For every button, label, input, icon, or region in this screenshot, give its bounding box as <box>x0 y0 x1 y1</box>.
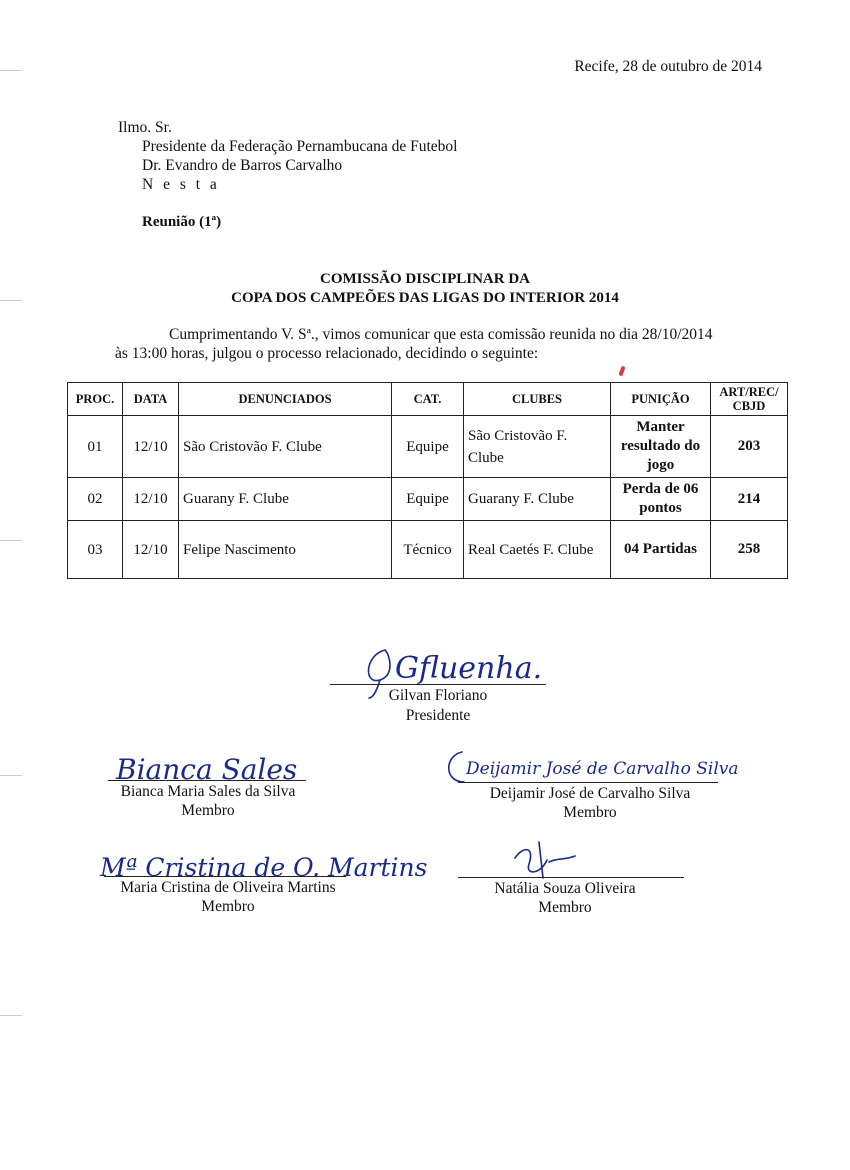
red-pen-mark <box>618 366 625 377</box>
cell-denunciado: Guarany F. Clube <box>179 478 392 521</box>
president-signature-line <box>330 684 546 685</box>
member2-name: Deijamir José de Carvalho Silva <box>489 785 691 802</box>
scan-mark <box>0 775 22 776</box>
table-row <box>68 521 788 579</box>
cell-cat: Equipe <box>392 478 464 521</box>
cell-punicao: Perda de 06 pontos <box>611 478 711 521</box>
member1-signature-line <box>108 780 306 781</box>
member2-role: Membro <box>563 804 617 821</box>
member3-name: Maria Cristina de Oliveira Martins <box>120 879 336 896</box>
member4-role: Membro <box>538 899 592 916</box>
header-art: ART/REC/ CBJD <box>711 383 788 416</box>
cell-clube: Real Caetés F. Clube <box>464 521 611 579</box>
president-name: Gilvan Floriano <box>388 687 488 704</box>
header-data: DATA <box>123 383 179 416</box>
scan-mark <box>0 1015 22 1016</box>
president-signature-text: Gfluenha. <box>395 651 543 686</box>
cell-punicao: 04 Partidas <box>611 521 711 579</box>
member4-signature <box>505 838 595 882</box>
document-title <box>0 270 850 308</box>
addressee-name: Dr. Evandro de Barros Carvalho <box>142 157 343 174</box>
date-line: Recife, 28 de outubro de 2014 <box>574 58 762 75</box>
cell-proc: 03 <box>68 521 123 579</box>
intro-line-1: Cumprimentando V. Sª., vimos comunicar que esta comissão reunida no dia 28/10/2014 <box>169 326 713 343</box>
member1-role: Membro <box>181 802 235 819</box>
title-line-1: COMISSÃO DISCIPLINAR DA <box>319 271 531 287</box>
intro-paragraph <box>115 325 765 363</box>
cell-punicao: Manter resultado do jogo <box>611 416 711 478</box>
cell-proc: 02 <box>68 478 123 521</box>
cell-cat: Equipe <box>392 416 464 478</box>
scan-mark <box>0 70 22 71</box>
member4-name: Natália Souza Oliveira <box>494 880 636 897</box>
header-denunciados: DENUNCIADOS <box>179 383 392 416</box>
decisions-table <box>67 382 788 579</box>
cell-data: 12/10 <box>123 416 179 478</box>
header-clubes: CLUBES <box>464 383 611 416</box>
member2-signature-text: Deijamir José de Carvalho Silva <box>466 759 739 779</box>
addressee-closing: N e s t a <box>142 176 220 193</box>
member3-role: Membro <box>201 898 255 915</box>
header-punicao: PUNIÇÃO <box>611 383 711 416</box>
member4-signature-line <box>458 877 684 878</box>
header-proc: PROC. <box>68 383 123 416</box>
cell-art: 258 <box>711 521 788 579</box>
scan-mark <box>0 540 22 541</box>
addressee-salutation: Ilmo. Sr. <box>118 119 172 136</box>
table-row <box>68 416 788 478</box>
table-header-row <box>68 383 788 416</box>
member1-signature-text: Bianca Sales <box>116 753 298 786</box>
member1-name: Bianca Maria Sales da Silva <box>120 783 296 800</box>
cell-clube: São Cristovão F. Clube <box>464 416 611 478</box>
cell-data: 12/10 <box>123 521 179 579</box>
member3-signature-text: Mª Cristina de O. Martins <box>100 853 428 882</box>
member3-signature-line <box>104 876 346 877</box>
president-role: Presidente <box>405 707 471 724</box>
cell-denunciado: São Cristovão F. Clube <box>179 416 392 478</box>
cell-clube: Guarany F. Clube <box>464 478 611 521</box>
cell-cat: Técnico <box>392 521 464 579</box>
addressee-position: Presidente da Federação Pernambucana de Futebol <box>142 138 458 155</box>
cell-data: 12/10 <box>123 478 179 521</box>
intro-line-2: às 13:00 horas, julgou o processo relacionado, decidindo o seguinte: <box>115 345 539 362</box>
member2-signature-line <box>458 782 718 783</box>
cell-art: 203 <box>711 416 788 478</box>
cell-denunciado: Felipe Nascimento <box>179 521 392 579</box>
header-cat: CAT. <box>392 383 464 416</box>
meeting-label: Reunião (1ª) <box>142 214 222 230</box>
title-line-2: COPA DOS CAMPEÕES DAS LIGAS DO INTERIOR 2014 <box>231 290 619 306</box>
cell-proc: 01 <box>68 416 123 478</box>
table-row <box>68 478 788 521</box>
addressee-block <box>118 118 457 194</box>
cell-art: 214 <box>711 478 788 521</box>
